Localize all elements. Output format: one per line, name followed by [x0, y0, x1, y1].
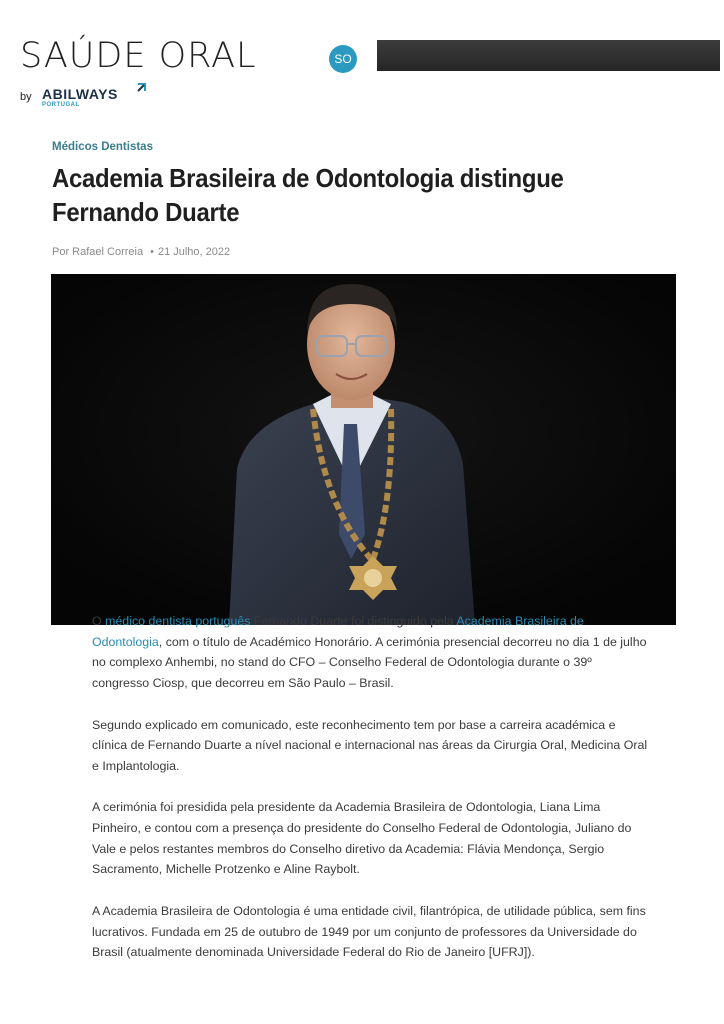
portrait-illustration: [51, 274, 676, 625]
link-academia-brasileira[interactable]: Academia Brasileira de Odontologia: [92, 614, 584, 649]
publisher-logo[interactable]: [20, 86, 220, 116]
paragraph-4: A Academia Brasileira de Odontologia é uma entidade civil, filantrópica, de utilidade pública, sem fins lucrativos. Fundada em 25 de outubro de 1949 por um conjunto de professores da Universidade do Brasil (atualmente denominada Universidade Federal do Rio de Janeiro [UFRJ]).: [92, 903, 646, 960]
publisher-country: PORTUGAL: [42, 102, 80, 108]
publish-date: 21 Julho, 2022: [157, 246, 231, 258]
paragraph-2: Segundo explicado em comunicado, este reconhecimento tem por base a carreira académica e clínica de Fernando Duarte a nível nacional e internacional nas áreas da Cirurgia Oral, Medicina Oral e Implantologia.: [92, 717, 648, 773]
header-bar: [377, 40, 720, 71]
article-photo: [51, 274, 676, 625]
article-title: Academia Brasileira de Odontologia distingue Fernando Duarte: [52, 163, 564, 227]
logo-badge: SO: [329, 45, 357, 73]
publisher-name: ABILWAYS: [42, 86, 118, 102]
site-logo-text[interactable]: SAÚDE ORAL: [20, 36, 257, 76]
meta-separator: •: [150, 246, 154, 258]
text-span: , com o título de Académico Honorário. A cerimónia presencial decorreu no dia 1 de julho no complexo Anhembi, no stand do CFO – Conselho Federal de Odontologia durante o 39º congresso Ciosp, que decorreu em São Paulo – Brasil.: [92, 634, 647, 691]
category-link[interactable]: Médicos Dentistas: [52, 141, 153, 153]
article-body: [92, 611, 652, 984]
paragraph-1: [92, 611, 652, 694]
site-header: [20, 38, 720, 78]
text-span: O: [92, 614, 106, 628]
article-meta: [52, 246, 230, 258]
author-link[interactable]: Por Rafael Correia: [52, 246, 144, 258]
link-medico-dentista[interactable]: médico dentista português: [105, 614, 251, 628]
paragraph-3: A cerimónia foi presidida pela presidente da Academia Brasileira de Odontologia, Liana Lima Pinheiro, e contou com a presença do presidente do Conselho Federal de Odontologia, Juliano do Vale e pelos restantes membros do Conselho diretivo da Academia: Flávia Mendonça, Sergio Sacramento, Michelle Protzenko e Aline Raybolt.: [92, 800, 632, 877]
publisher-mark-icon: [137, 82, 147, 92]
by-label: by: [20, 91, 32, 103]
text-span: Fernando Duarte foi distinguido pela: [250, 614, 457, 628]
